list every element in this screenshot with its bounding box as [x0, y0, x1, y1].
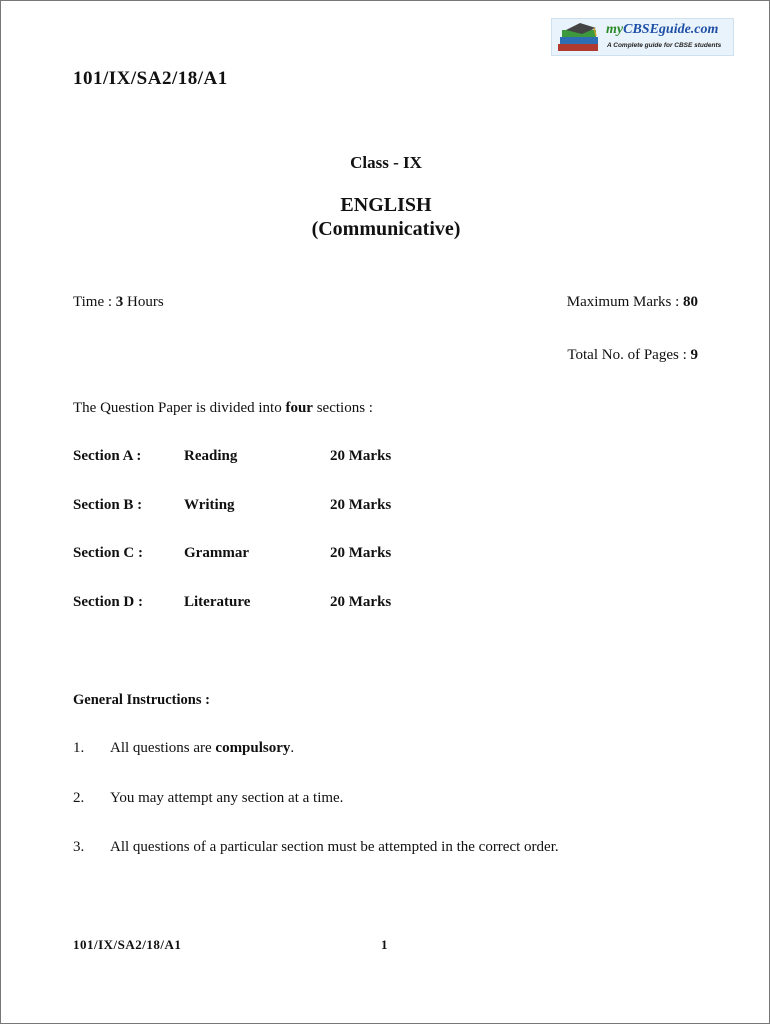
- section-marks: 20 Marks: [330, 497, 392, 513]
- page-number: 1: [381, 937, 388, 952]
- section-name: Writing: [184, 497, 235, 513]
- instruction-text: All questions are compulsory.: [110, 740, 295, 756]
- maximum-marks: Maximum Marks : 80: [566, 294, 698, 310]
- logo-title: myCBSEguide.com: [606, 22, 719, 37]
- instruction-number: 3.: [73, 839, 85, 855]
- time-line: Time : 3 Hours: [73, 294, 164, 310]
- section-name: Grammar: [184, 545, 249, 561]
- instruction-text: You may attempt any section at a time.: [110, 790, 344, 806]
- section-name: Reading: [184, 448, 238, 464]
- section-label: Section C :: [73, 545, 143, 561]
- section-label: Section A :: [73, 448, 142, 464]
- logo-tagline: A Complete guide for CBSE students: [607, 42, 722, 49]
- instruction-number: 1.: [73, 740, 85, 756]
- section-label: Section B :: [73, 497, 143, 513]
- section-name: Literature: [184, 594, 251, 610]
- subject-subtitle: (Communicative): [311, 218, 461, 240]
- subject-title: ENGLISH: [340, 194, 432, 216]
- footer-paper-code: 101/IX/SA2/18/A1: [73, 937, 182, 952]
- section-marks: 20 Marks: [330, 545, 392, 561]
- section-marks: 20 Marks: [330, 448, 392, 464]
- section-marks: 20 Marks: [330, 594, 392, 610]
- instruction-text: All questions of a particular section must be attempted in the correct order.: [110, 839, 559, 855]
- division-line: The Question Paper is divided into four sections :: [73, 400, 373, 416]
- mycbseguide-logo: [551, 18, 734, 56]
- paper-code: 101/IX/SA2/18/A1: [73, 68, 228, 89]
- general-instructions-heading: General Instructions :: [73, 692, 210, 708]
- total-pages: Total No. of Pages : 9: [567, 347, 698, 363]
- class-line: Class - IX: [350, 153, 422, 172]
- books-icon: [556, 22, 604, 54]
- section-label: Section D :: [73, 594, 143, 610]
- instruction-number: 2.: [73, 790, 85, 806]
